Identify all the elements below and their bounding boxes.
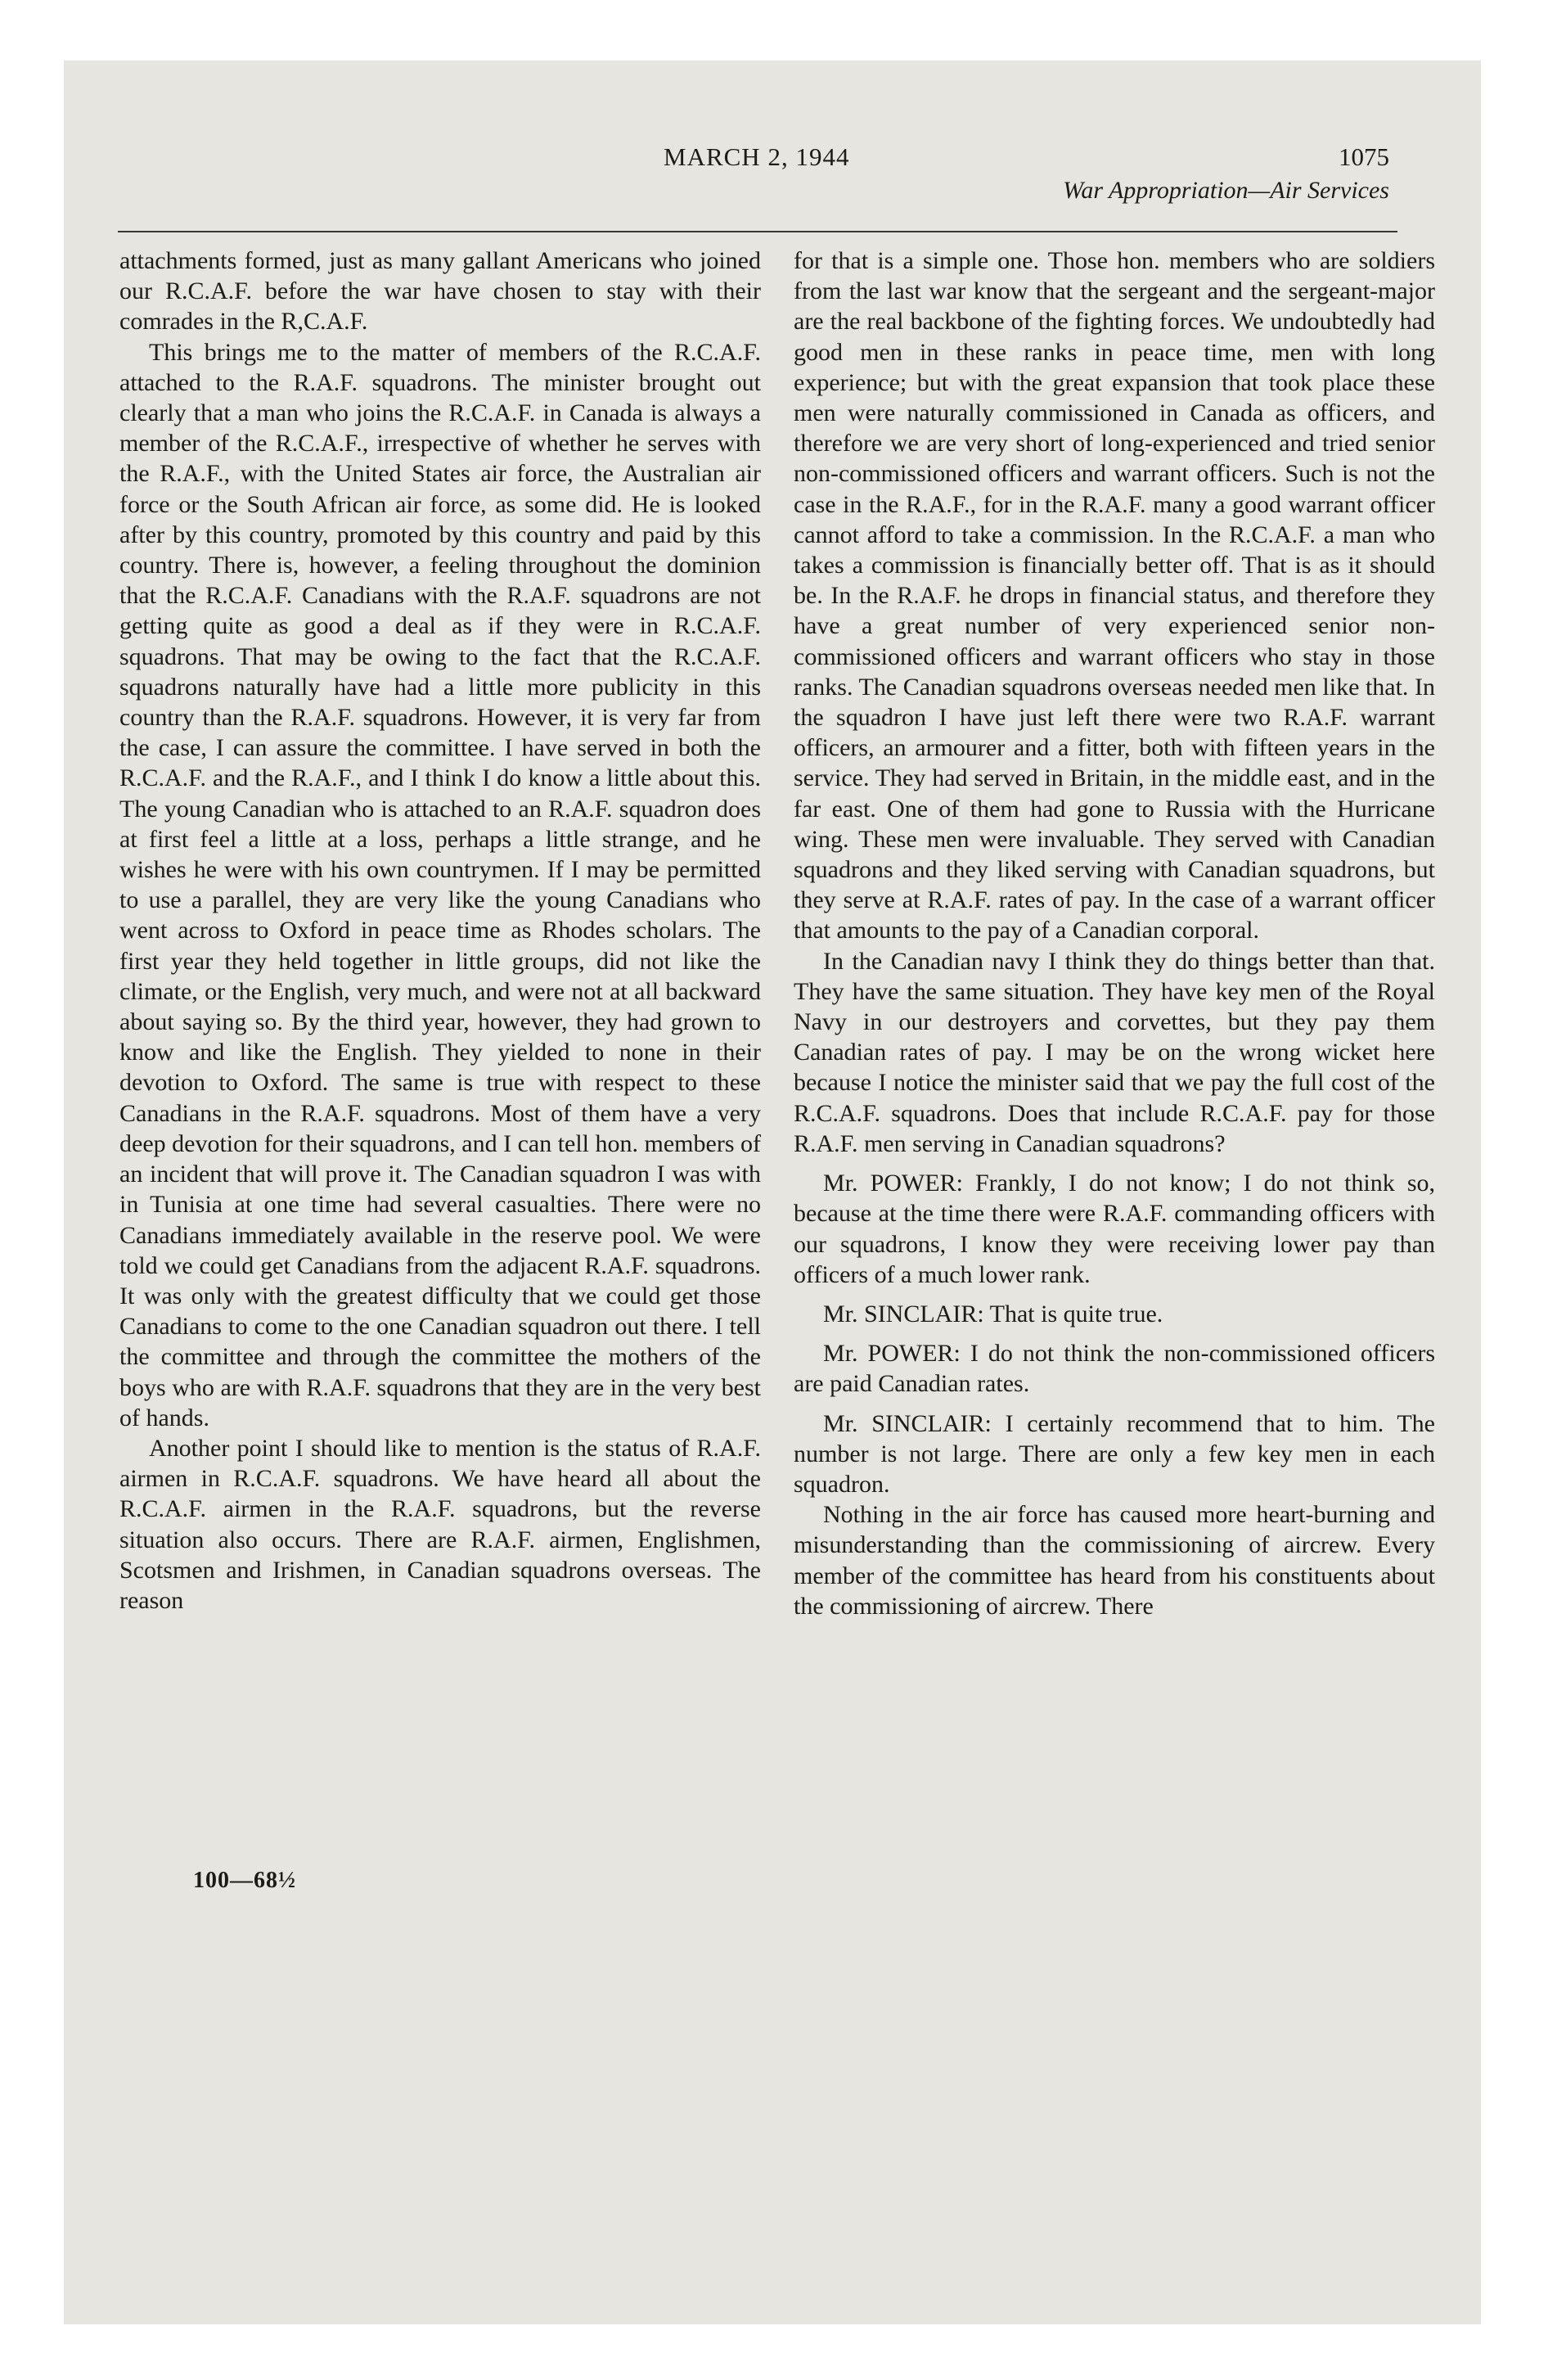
- header-rule: [118, 231, 1397, 232]
- page-sheet: [64, 61, 1481, 2324]
- speech-paragraph: Mr. POWER: I do not think the non-commissioned officers are paid Canadian rates.: [794, 1340, 1435, 1398]
- right-column: [794, 246, 1435, 1621]
- paragraph: Nothing in the air force has caused more heart-burning and misunderstanding than the commissioning of aircrew. Every member of the committee has heard from his constituents about the commissioning of aircrew. There: [794, 1501, 1435, 1620]
- paragraph: for that is a simple one. Those hon. members who are soldiers from the last war know that the sergeant and the sergeant-major are the real backbone of the fighting forces. We undoubtedly had good men in these ranks in peace time, men with long experience; but with the great expansion that took place these men were naturally commissioned in Canada as officers, and therefore we are very short of long-experienced and tried senior non-commissioned officers and warrant officers. Such is not the case in the R.A.F., for in the R.A.F. many a good warrant officer cannot afford to take a commission. In the R.C.A.F. a man who takes a commission is financially better off. That is as it should be. In the R.A.F. he drops in financial status, and therefore they have a great number of very experienced senior non-commissioned officers and warrant officers who stay in those ranks. The Canadian squadrons overseas needed men like that. In the squadron I have just left there were two R.A.F. warrant officers, an armourer and a fitter, both with fifteen years in the service. They had served in Britain, in the middle east, and in the far east. One of them had gone to Russia with the Hurricane wing. These men were invaluable. They served with Canadian squadrons and they liked serving with Canadian squadrons, but they serve at R.A.F. rates of pay. In the case of a warrant officer that amounts to the pay of a Canadian corporal.: [794, 247, 1435, 944]
- paragraph: Another point I should like to mention is the status of R.A.F. airmen in R.C.A.F. squadrons. We have heard all about the R.C.A.F. airmen in the R.A.F. squadrons, but the reverse situation also occurs. There are R.A.F. airmen, Englishmen, Scotsmen and Irishmen, in Canadian squadrons overseas. The reason: [119, 1434, 761, 1614]
- speech-paragraph: Mr. POWER: Frankly, I do not know; I do not think so, because at the time there were R.A.F. commanding officers with our squadrons, I know they were receiving lower pay than officers of a much lower rank.: [794, 1170, 1435, 1288]
- paragraph: attachments formed, just as many gallant Americans who joined our R.C.A.F. before the war have chosen to stay with their comrades in the R,C.A.F.: [119, 247, 761, 336]
- speech-paragraph: Mr. SINCLAIR: I certainly recommend that to him. The number is not large. There are only a few key men in each squadron.: [794, 1409, 1435, 1498]
- left-column: [119, 246, 761, 1616]
- speech-paragraph: Mr. SINCLAIR: That is quite true.: [823, 1300, 1163, 1327]
- signature-mark: 100—68½: [193, 1868, 296, 1893]
- running-title: War Appropriation—Air Services: [1063, 177, 1389, 204]
- page-header: [64, 142, 1481, 232]
- paragraph: This brings me to the matter of members of the R.C.A.F. attached to the R.A.F. squadrons. The minister brought out clearly that a man who joins the R.C.A.F. in Canada is always a member of the R.C.A.F., irrespective of whether he serves with the R.A.F., with the United States air force, the Australian air force or the South African air force, as some did. He is looked after by this country, promoted by this country and paid by this country. There is, however, a feeling throughout the dominion that the R.C.A.F. Canadians with the R.A.F. squadrons are not getting quite as good a deal as if they were in R.C.A.F. squadrons. That may be owing to the fact that the R.C.A.F. squadrons naturally have had a little more publicity in this country than the R.A.F. squadrons. However, it is very far from the case, I can assure the committee. I have served in both the R.C.A.F. and the R.A.F., and I think I do know a little about this. The young Canadian who is attached to an R.A.F. squadron does at first feel a little at a loss, perhaps a little strange, and he wishes he were with his own countrymen. If I may be permitted to use a parallel, they are very like the young Canadians who went across to Oxford in peace time as Rhodes scholars. The first year they held together in little groups, did not like the climate, or the English, very much, and were not at all backward about saying so. By the third year, however, they had grown to know and like the English. They yielded to none in their devotion to Oxford. The same is true with respect to these Canadians in the R.A.F. squadrons. Most of them have a very deep devotion for their squadrons, and I can tell hon. members of an incident that will prove it. The Canadian squadron I was with in Tunisia at one time had several casualties. There were no Canadians immediately available in the reserve pool. We were told we could get Canadians from the adjacent R.A.F. squadrons. It was only with the greatest difficulty that we could get those Canadians to come to the one Canadian squadron out there. I tell the committee and through the committee the mothers of the boys who are with R.A.F. squadrons that they are in the very best of hands.: [119, 338, 761, 1431]
- page-number: 1075: [1339, 142, 1389, 171]
- header-date: MARCH 2, 1944: [664, 142, 850, 171]
- paragraph: In the Canadian navy I think they do things better than that. They have the same situation. They have key men of the Royal Navy in our destroyers and corvettes, but they pay them Canadian rates of pay. I may be on the wrong wicket here because I notice the minister said that we pay the full cost of the R.C.A.F. squadrons. Does that include R.C.A.F. pay for those R.A.F. men serving in Canadian squadrons?: [794, 947, 1435, 1157]
